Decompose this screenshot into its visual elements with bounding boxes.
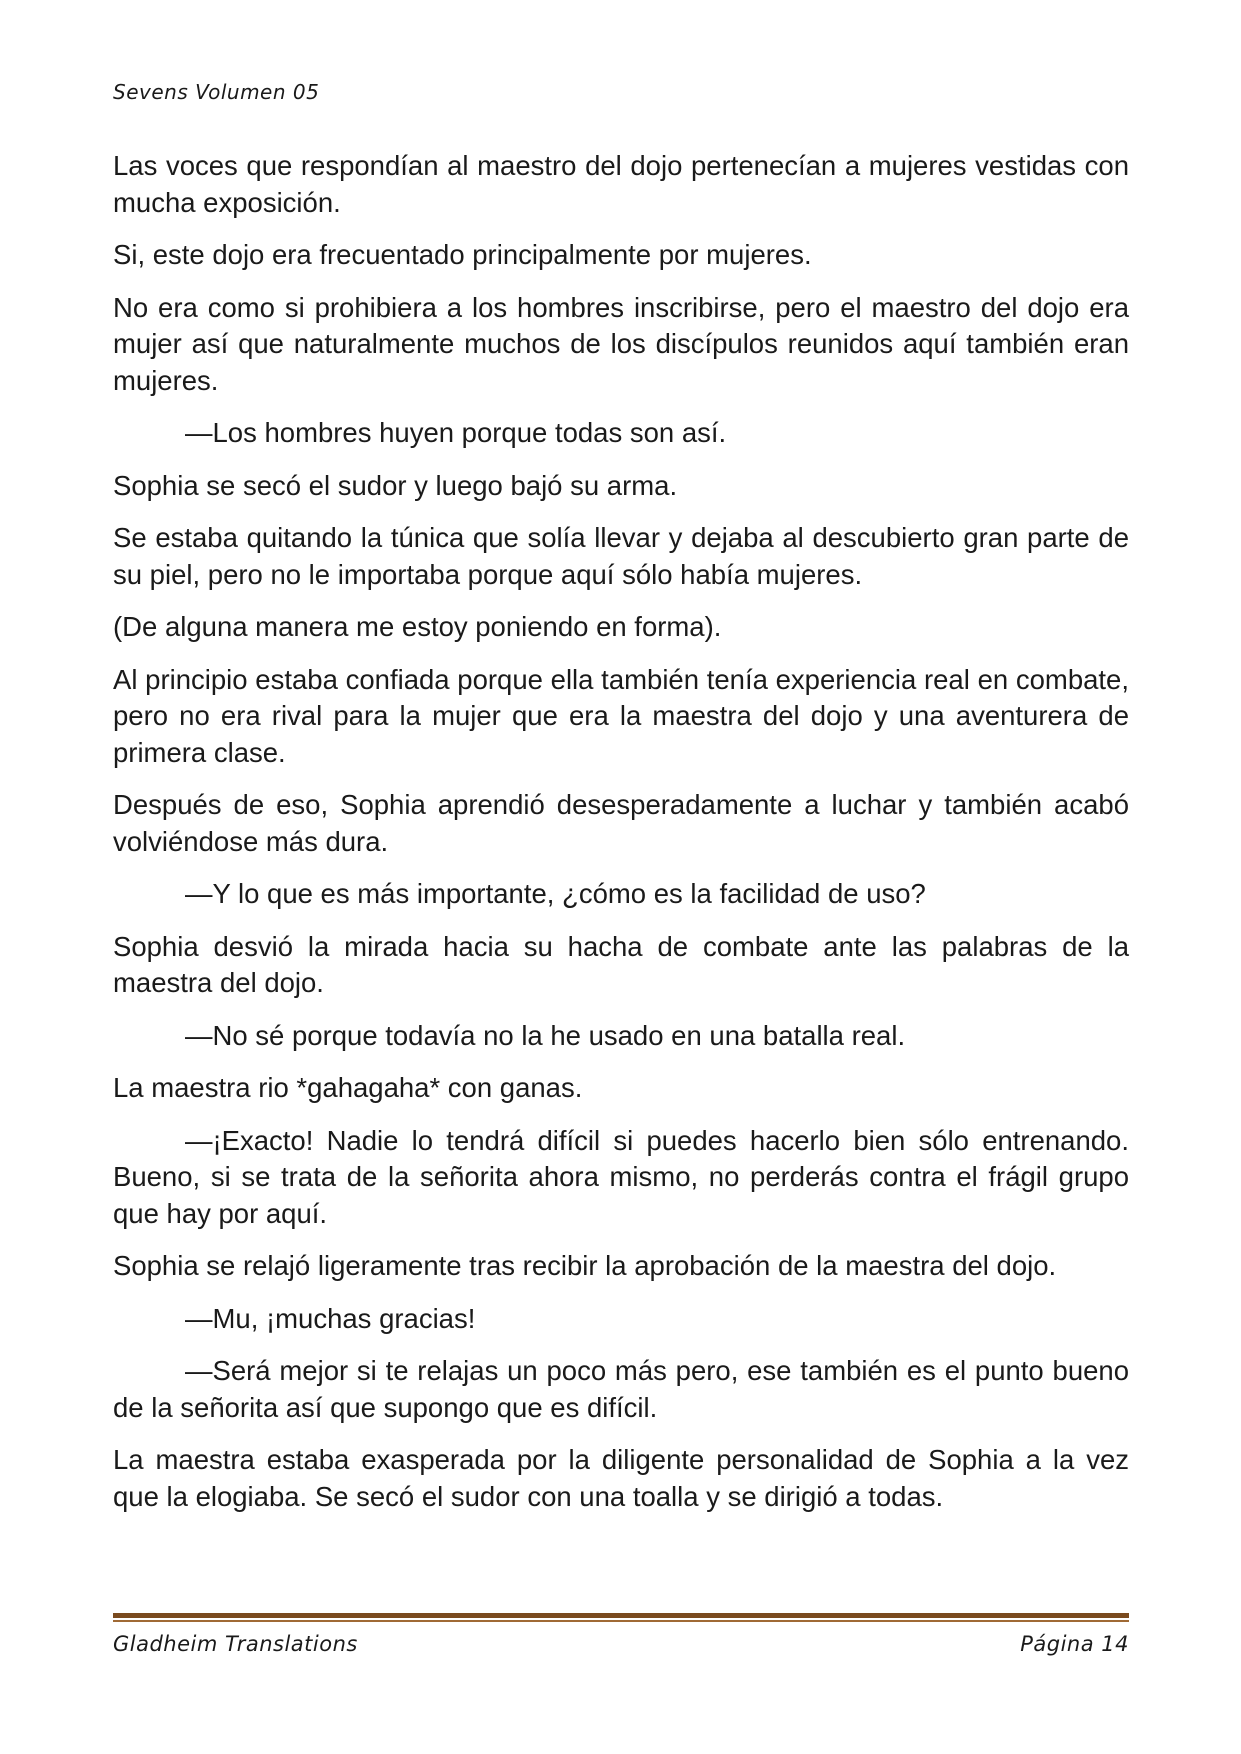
paragraph: Si, este dojo era frecuentado principalmente por mujeres.: [113, 239, 812, 270]
footer-credit: Gladheim Translations: [113, 1632, 358, 1656]
paragraph: Sophia desvió la mirada hacia su hacha de combate ante las palabras de la maestra del dojo.: [113, 930, 1129, 998]
dialogue-paragraph: —¡Exacto! Nadie lo tendrá difícil si puedes hacerlo bien sólo entrenando. Bueno, si se trata de la señorita ahora mismo, no perderás contra el frágil grupo que hay por aquí.: [113, 1124, 1129, 1229]
dialogue-paragraph: —Y lo que es más importante, ¿cómo es la facilidad de uso?: [185, 878, 926, 909]
paragraph: Sophia se relajó ligeramente tras recibir la aprobación de la maestra del dojo.: [113, 1250, 1057, 1281]
running-header-title: Sevens Volumen 05: [113, 80, 320, 104]
paragraph: Después de eso, Sophia aprendió desesperadamente a luchar y también acabó volviéndose más dura.: [113, 789, 1129, 857]
paragraph: Se estaba quitando la túnica que solía llevar y dejaba al descubierto gran parte de su piel, pero no le importaba porque aquí sólo había mujeres.: [113, 522, 1129, 590]
paragraph: No era como si prohibiera a los hombres inscribirse, pero el maestro del dojo era mujer así que naturalmente muchos de los discípulos reunidos aquí también eran mujeres.: [113, 291, 1129, 396]
paragraph: Sophia se secó el sudor y luego bajó su arma.: [113, 469, 678, 501]
paragraph: Al principio estaba confiada porque ella también tenía experiencia real en combate, pero no era rival para la mujer que era la maestra del dojo y una aventurera de primera clase.: [113, 663, 1129, 768]
footer-divider: [113, 1613, 1129, 1622]
body-text: [113, 148, 1129, 1531]
paragraph: La maestra estaba exasperada por la diligente personalidad de Sophia a la vez que la elogiaba. Se secó el sudor con una toalla y se dirigió a todas.: [113, 1444, 1129, 1512]
paragraph: (De alguna manera me estoy poniendo en forma).: [113, 611, 722, 642]
footer-divider-thin: [113, 1620, 1129, 1622]
footer-page-number: Página 14: [1020, 1632, 1129, 1656]
dialogue-paragraph: —Mu, ¡muchas gracias!: [185, 1302, 476, 1334]
dialogue-paragraph: —Los hombres huyen porque todas son así.: [185, 417, 727, 448]
paragraph: La maestra rio *gahagaha* con ganas.: [113, 1072, 583, 1103]
dialogue-paragraph: —Será mejor si te relajas un poco más pero, ese también es el punto bueno de la señorita así que supongo que es difícil.: [113, 1355, 1129, 1423]
dialogue-paragraph: —No sé porque todavía no la he usado en una batalla real.: [185, 1019, 906, 1051]
paragraph: Las voces que respondían al maestro del dojo pertenecían a mujeres vestidas con mucha exposición.: [113, 150, 1129, 218]
